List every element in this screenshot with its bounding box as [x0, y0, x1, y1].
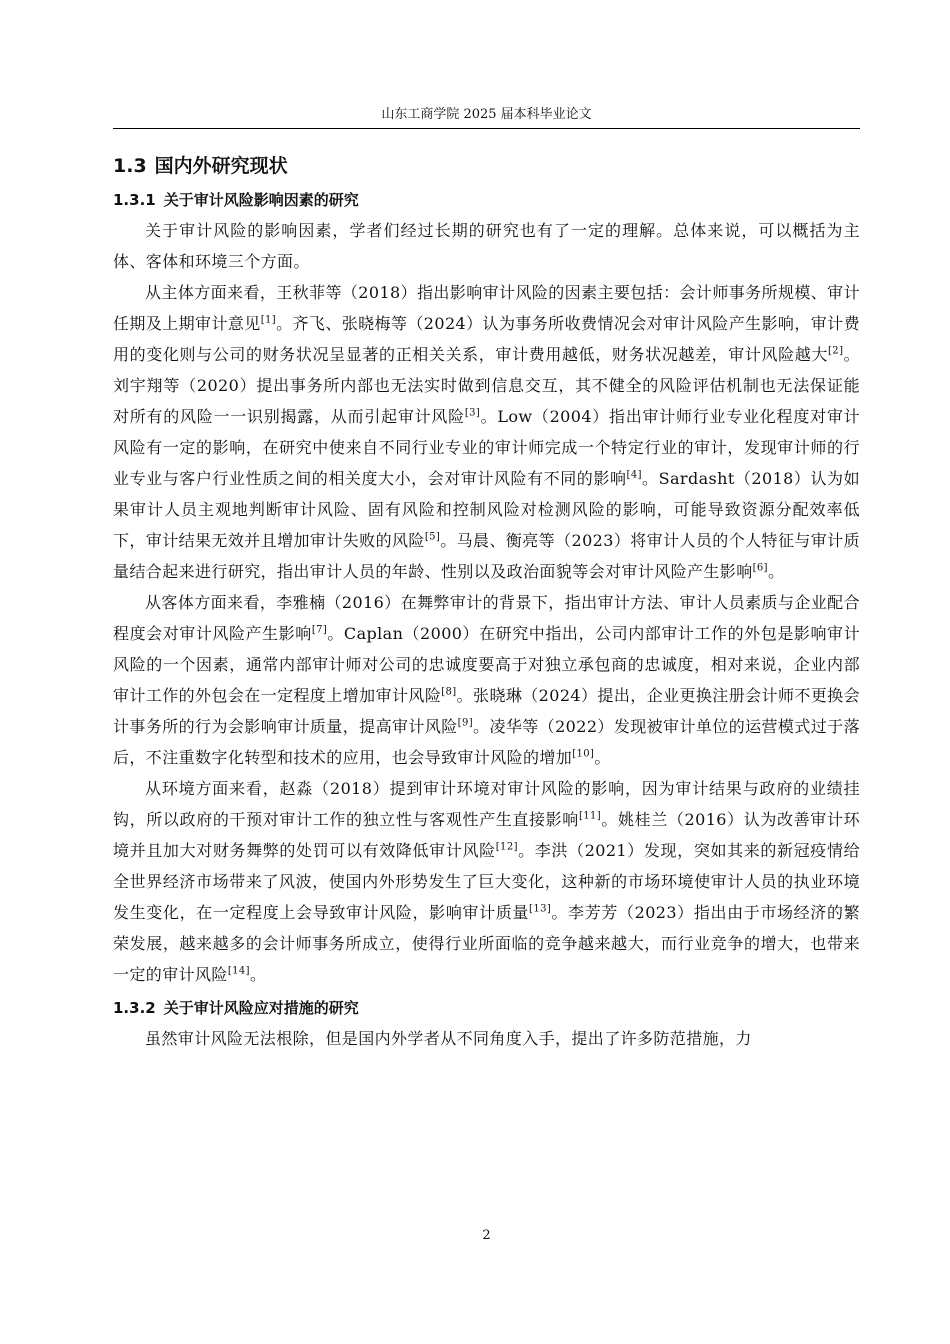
text-run: 。	[249, 965, 267, 984]
citation-ref: [8]	[441, 686, 457, 698]
text-run: 。马晨、衡亮等（2023）将审计人员的个人特征与审计质量结合起来进行研究，指出审计人员的年龄、性别以及政治面貌等会对审计风险产生影响	[113, 531, 860, 581]
text-run: 从环境方面来看，赵淼（2018）提到审计环境对审计风险的影响，因为审计结果与政府的业绩挂钩，所以政府的干预对审计工作的独立性与客观性产生直接影响	[113, 779, 860, 829]
citation-ref: [9]	[457, 717, 474, 729]
text-run: 。李芳芳（2023）指出由于市场经济的繁荣发展，越来越多的会计师事务所成立，使得行业所面临的竞争越来越大，而行业竞争的增大，也带来一定的审计风险	[113, 903, 860, 984]
citation-ref: [6]	[752, 562, 768, 574]
text-run: 。Caplan（2000）在研究中指出，公司内部审计工作的外包是影响审计风险的一个因素，通常内部审计师对公司的忠诚度要高于对独立承包商的忠诚度，相对来说，企业内部审计工作的外包会在一定程度上增加审计风险	[113, 624, 860, 705]
page-number: 2	[482, 1228, 491, 1243]
citation-ref: [1]	[260, 314, 277, 326]
citation-ref: [13]	[529, 903, 552, 915]
text-run: 。	[594, 748, 611, 767]
citation-ref: [2]	[828, 345, 844, 357]
text-run: 。Sardasht（2018）认为如果审计人员主观地判断审计风险、固有风险和控制风险对检测风险的影响，可能导致资源分配效率低下，审计结果无效并且增加审计失败的风险	[113, 469, 861, 550]
subsection-number: 1.3.1	[113, 191, 156, 209]
citation-ref: [12]	[495, 841, 518, 853]
citation-ref: [5]	[424, 531, 441, 543]
citation-ref: [7]	[311, 624, 328, 636]
text-run: 。凌华等（2022）发现被审计单位的运营模式过于落后，不注重数字化转型和技术的应用，也会导致审计风险的增加	[113, 717, 860, 767]
paragraph-1: 关于审计风险的影响因素，学者们经过长期的研究也有了一定的理解。总体来说，可以概括为主体、客体和环境三个方面。	[113, 221, 860, 271]
page-body	[113, 140, 860, 1054]
text-run: 。张晓琳（2024）提出，企业更换注册会计师不更换会计事务所的行为会影响审计质量，提高审计风险	[113, 686, 860, 736]
section-heading	[113, 152, 860, 180]
text-run: 。齐飞、张晓梅等（2024）认为事务所收费情况会对审计风险产生影响，审计费用的变化则与公司的财务状况呈显著的正相关关系，审计费用越低，财务状况越差，审计风险越大	[113, 314, 860, 364]
text-run: 。姚桂兰（2016）认为改善审计环境并且加大对财务舞弊的处罚可以有效降低审计风险	[113, 810, 860, 860]
paragraph-2	[113, 277, 860, 587]
subsection-title: 关于审计风险应对措施的研究	[163, 999, 359, 1017]
section-number: 1.3	[113, 155, 147, 177]
paragraph-5: 虽然审计风险无法根除，但是国内外学者从不同角度入手，提出了许多防范措施，力	[145, 1029, 752, 1048]
subsection-number: 1.3.2	[113, 999, 156, 1017]
text-run: 。刘宇翔等（2020）提出事务所内部也无法实时做到信息交互，其不健全的风险评估机制也无法保证能对所有的风险一一识别揭露，从而引起审计风险	[113, 345, 861, 426]
text-run: 从主体方面来看，王秋菲等（2018）指出影响审计风险的因素主要包括：会计师事务所规模、审计任期及上期审计意见	[113, 283, 860, 333]
text-run: 。	[767, 562, 785, 581]
paragraph-4	[113, 773, 860, 990]
text-run: 从客体方面来看，李雅楠（2016）在舞弊审计的背景下，指出审计方法、审计人员素质与企业配合程度会对审计风险产生影响	[113, 593, 860, 643]
section-title: 国内外研究现状	[154, 155, 288, 177]
text-run: 。李洪（2021）发现，突如其来的新冠疫情给全世界经济市场带来了风波，使国内外形势发生了巨大变化，这种新的市场环境使审计人员的执业环境发生变化，在一定程度上会导致审计风险，影响审计质量	[113, 841, 860, 922]
citation-ref: [4]	[626, 469, 642, 481]
running-header: 山东工商学院 2025 届本科毕业论文	[113, 102, 860, 129]
citation-ref: [10]	[572, 748, 595, 760]
citation-ref: [3]	[464, 407, 481, 419]
subsection-heading-2	[113, 996, 860, 1021]
text-run: 。Low（2004）指出审计师行业专业化程度对审计风险有一定的影响，在研究中使来自不同行业专业的审计师完成一个特定行业的审计，发现审计师的行业专业与客户行业性质之间的相关度大小，会对审计风险有不同的影响	[113, 407, 860, 488]
citation-ref: [11]	[578, 810, 602, 822]
subsection-title: 关于审计风险影响因素的研究	[163, 191, 359, 209]
subsection-heading-1	[113, 188, 860, 213]
citation-ref: [14]	[227, 965, 250, 977]
paragraph-3	[113, 587, 860, 773]
